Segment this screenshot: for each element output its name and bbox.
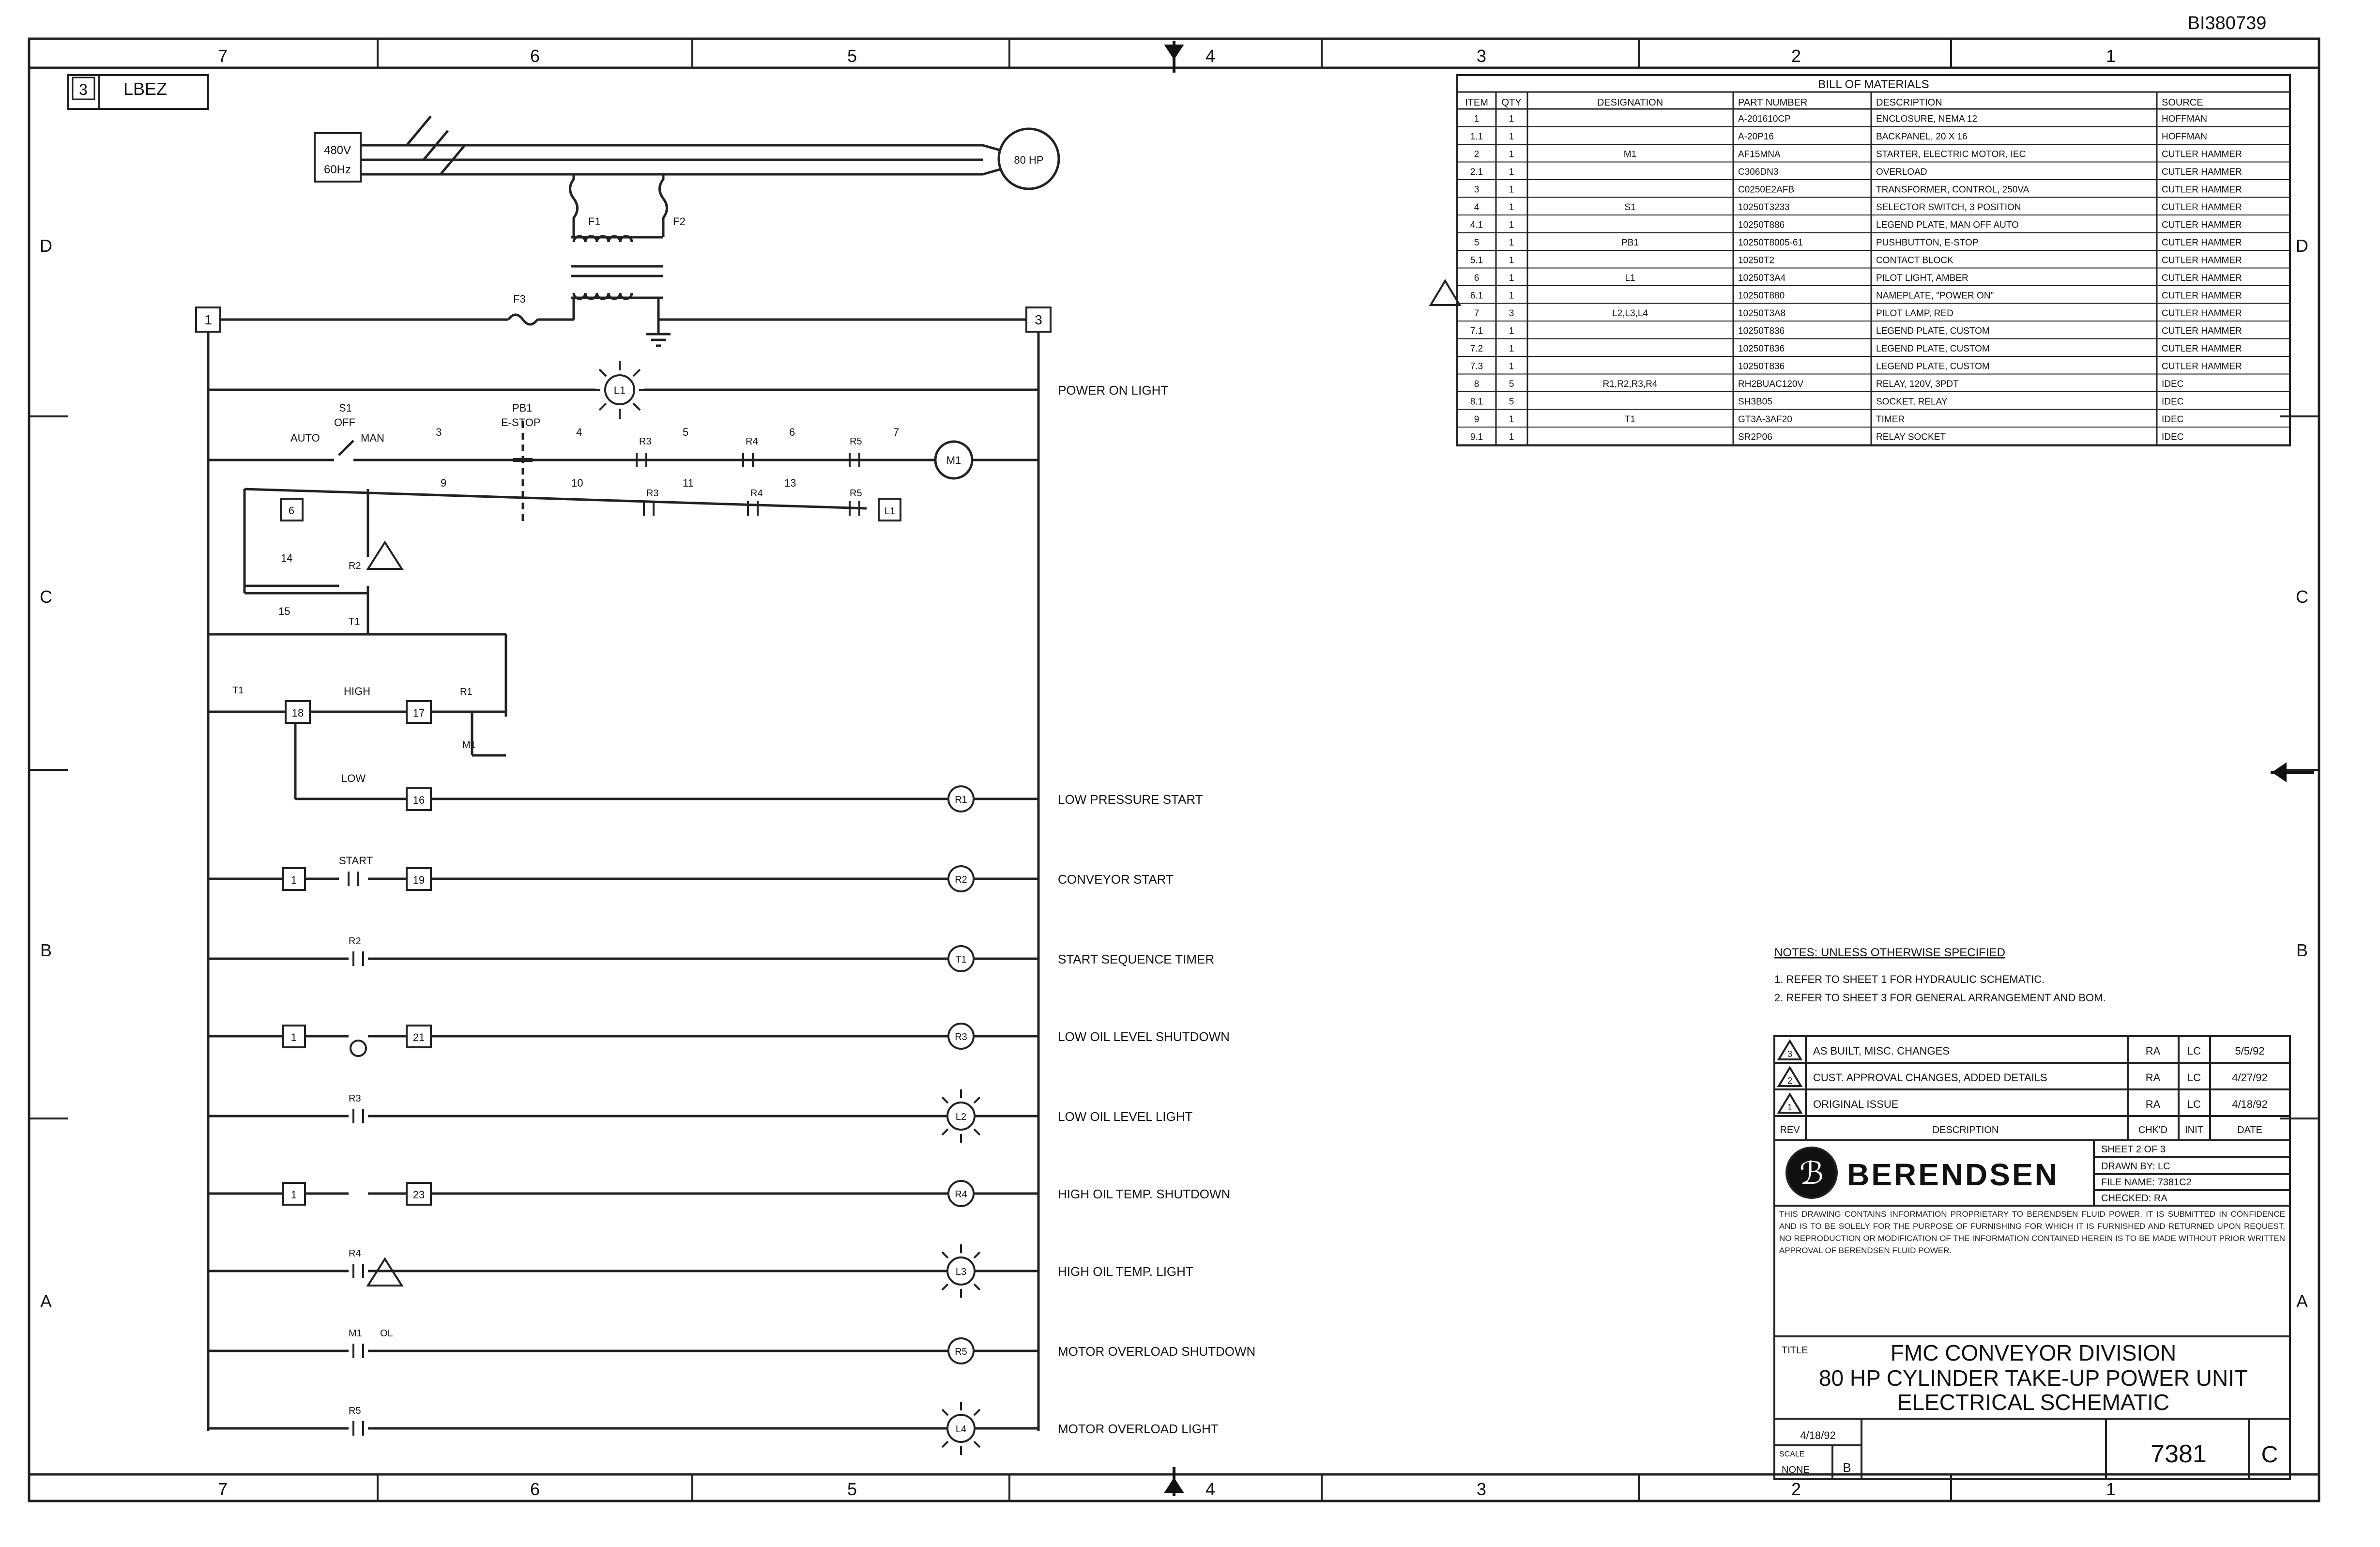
revision-description: AS BUILT, MISC. CHANGES (1813, 1045, 1950, 1057)
drawing-rev: C (2261, 1442, 2278, 1468)
node-label-left: 1 (204, 312, 212, 327)
bom-cell: 8.1 (1470, 397, 1483, 407)
zone-col-label: 7 (217, 1479, 228, 1499)
contact-label: R4 (750, 488, 763, 499)
revision-description: CUST. APPROVAL CHANGES, ADDED DETAILS (1813, 1072, 2047, 1084)
sheet-size: B (1843, 1460, 1851, 1475)
bom-cell: PILOT LIGHT, AMBER (1876, 273, 1968, 283)
terminal-box-19-label: 19 (412, 874, 425, 886)
bom-cell: LEGEND PLATE, CUSTOM (1876, 326, 1990, 337)
terminal-box-17-label: 17 (412, 707, 425, 719)
bom-cell: 1 (1509, 220, 1514, 230)
bom-cell: C0250E2AFB (1738, 184, 1795, 195)
coil-label: R5 (955, 1347, 967, 1357)
terminal-box-1b-label: 1 (290, 1031, 297, 1043)
bom-cell: 6.1 (1470, 291, 1483, 301)
revision-header: DESCRIPTION (1932, 1125, 1999, 1135)
bom-cell: PILOT LAMP, RED (1876, 308, 1953, 319)
bom-cell: 10250T886 (1738, 220, 1785, 230)
bom-cell: 9 (1474, 414, 1480, 425)
revision-rev: 3 (1787, 1049, 1793, 1059)
drawing-number: BI380739 (2187, 13, 2267, 33)
zone-col-label: 3 (1476, 1479, 1487, 1499)
fuse-label-f1: F1 (588, 215, 601, 228)
bom-cell: OVERLOAD (1876, 167, 1927, 177)
zone-row-label: D (2296, 236, 2308, 256)
zone-col-label: 1 (2105, 46, 2116, 66)
motor-coil-label: M1 (946, 454, 961, 466)
bom-cell: SELECTOR SWITCH, 3 POSITION (1876, 202, 2021, 213)
title-line: ELECTRICAL SCHEMATIC (1897, 1390, 2170, 1415)
file-name: FILE NAME: 7381C2 (2101, 1177, 2192, 1188)
wire-number: 9 (441, 477, 447, 489)
contact-label: R5 (850, 436, 862, 447)
bom-cell: CUTLER HAMMER (2162, 167, 2242, 177)
zone-col-label: 4 (1205, 1479, 1216, 1499)
bom-cell: CUTLER HAMMER (2162, 184, 2242, 195)
bom-cell: SR2P06 (1738, 432, 1772, 443)
drawn-by: DRAWN BY: LC (2101, 1161, 2170, 1172)
light-label: L4 (955, 1424, 967, 1435)
coil-label: R3 (955, 1032, 967, 1042)
bom-cell: L1 (1625, 273, 1635, 283)
pushbutton-label: E-STOP (501, 416, 541, 429)
bom-cell: 1 (1509, 132, 1514, 142)
bom-cell: 10250T3233 (1738, 202, 1790, 213)
bom-cell: LEGEND PLATE, MAN OFF AUTO (1876, 220, 2019, 230)
contact-label: R1 (460, 687, 473, 697)
bom-cell: 2 (1474, 149, 1480, 160)
bom-cell: PB1 (1621, 238, 1639, 248)
company-logo-mark: ℬ (1799, 1156, 1824, 1191)
bom-cell: GT3A-3AF20 (1738, 414, 1792, 425)
bom-cell: IDEC (2162, 414, 2184, 425)
revision-header: INIT (2185, 1125, 2203, 1135)
bom-cell: CUTLER HAMMER (2162, 361, 2242, 372)
bom-cell: S1 (1624, 202, 1636, 213)
bom-cell: SOCKET, RELAY (1876, 397, 1948, 407)
contact-label: R4 (349, 1248, 361, 1259)
bom-cell: 1 (1509, 255, 1514, 266)
revision-init: LC (2187, 1045, 2201, 1057)
bom-cell: CUTLER HAMMER (2162, 291, 2242, 301)
low-switch-label: LOW (341, 772, 366, 784)
zone-col-label: 5 (847, 46, 857, 66)
title-line: 80 HP CYLINDER TAKE-UP POWER UNIT (1818, 1365, 2248, 1391)
selector-man: MAN (361, 432, 384, 444)
bom-cell: 1 (1509, 291, 1514, 301)
rung-label-power-on: POWER ON LIGHT (1058, 383, 1169, 398)
bom-cell: 1 (1509, 361, 1514, 372)
contact-label: OL (380, 1328, 393, 1339)
rung-label: HIGH OIL TEMP. SHUTDOWN (1058, 1187, 1231, 1201)
bom-cell: CUTLER HAMMER (2162, 238, 2242, 248)
start-switch-label: START (339, 855, 373, 867)
contact-label: R3 (646, 488, 659, 499)
bom-cell: 6 (1474, 273, 1480, 283)
wire-number: 7 (893, 426, 900, 438)
terminal-box-1-label: 1 (290, 874, 297, 886)
bom-cell: 1 (1509, 273, 1514, 283)
revision-header: CHK'D (2138, 1125, 2168, 1135)
contact-label: R2 (349, 561, 361, 571)
bom-cell: 1 (1509, 149, 1514, 160)
bom-cell: 1 (1509, 238, 1514, 248)
bom-cell: M1 (1623, 149, 1637, 160)
zone-row-label: C (2296, 587, 2308, 607)
bom-title: BILL OF MATERIALS (1818, 78, 1929, 91)
bom-cell: STARTER, ELECTRIC MOTOR, IEC (1876, 149, 2026, 160)
wire-number: 5 (683, 426, 689, 438)
motor-label: 80 HP (1014, 154, 1044, 166)
contact-label: R3 (349, 1093, 361, 1104)
bom-cell: CUTLER HAMMER (2162, 220, 2242, 230)
bom-cell: 7.1 (1470, 326, 1483, 337)
bom-cell: CUTLER HAMMER (2162, 344, 2242, 354)
bom-cell: A-20P16 (1738, 132, 1774, 142)
contact-label: R4 (746, 436, 758, 447)
bom-cell: R1,R2,R3,R4 (1602, 379, 1658, 389)
bom-cell: 5 (1509, 379, 1514, 389)
bom-cell: 4.1 (1470, 220, 1483, 230)
wire-number: 10 (571, 477, 583, 489)
wire-number: 11 (683, 477, 694, 489)
contact-label: R3 (639, 436, 652, 447)
terminal-box-18-label: 18 (291, 707, 304, 719)
bom-cell: CUTLER HAMMER (2162, 308, 2242, 319)
revision-chkd: RA (2145, 1045, 2161, 1057)
bom-cell: 4 (1474, 202, 1480, 213)
wire-number: 3 (436, 426, 442, 438)
bom-cell: 5 (1474, 238, 1480, 248)
revision-header: DATE (2237, 1125, 2262, 1135)
bom-header: ITEM (1465, 97, 1488, 108)
bom-cell: PUSHBUTTON, E-STOP (1876, 238, 1979, 248)
bom-cell: 2.1 (1470, 167, 1483, 177)
revision-date: 5/5/92 (2235, 1045, 2265, 1057)
bom-cell: 10250T8005-61 (1738, 238, 1803, 248)
bom-cell: 1.1 (1470, 132, 1483, 142)
bom-cell: 1 (1509, 167, 1514, 177)
bom-cell: 1 (1509, 344, 1514, 354)
scale-value: NONE (1782, 1465, 1810, 1475)
zone-row-label: A (2296, 1291, 2308, 1311)
wire-number: 4 (576, 426, 582, 438)
zone-row-label: B (2296, 940, 2308, 960)
sheet-number: SHEET 2 OF 3 (2101, 1144, 2166, 1155)
fuse-label-f2: F2 (673, 215, 686, 228)
bom-header: DESCRIPTION (1876, 97, 1942, 108)
selector-name: S1 (339, 402, 352, 414)
corner-block-code: LBEZ (123, 79, 168, 99)
bom-cell: 7.2 (1470, 344, 1483, 354)
bom-cell: CONTACT BLOCK (1876, 255, 1953, 266)
note-line: 1. REFER TO SHEET 1 FOR HYDRAULIC SCHEMATIC. (1774, 973, 2045, 985)
contact-label: R5 (349, 1406, 361, 1416)
checked-by: CHECKED: RA (2101, 1193, 2167, 1204)
terminal-box-1c-label: 1 (290, 1189, 297, 1201)
coil-label: T1 (955, 954, 967, 965)
bom-cell: CUTLER HAMMER (2162, 255, 2242, 266)
bom-cell: AF15MNA (1738, 149, 1781, 160)
rung-label: LOW PRESSURE START (1058, 792, 1203, 807)
zone-row-label: B (40, 940, 52, 960)
bom-cell: 7 (1474, 308, 1480, 319)
rung-label: MOTOR OVERLOAD LIGHT (1058, 1422, 1219, 1436)
bom-cell: 7.3 (1470, 361, 1483, 372)
bom-cell: LEGEND PLATE, CUSTOM (1876, 344, 1990, 354)
bom-cell: 10250T3A4 (1738, 273, 1786, 283)
revision-rev: 1 (1787, 1103, 1793, 1112)
bom-cell: 10250T2 (1738, 255, 1775, 266)
contact-label: M1 (349, 1328, 362, 1339)
bom-cell: C306DN3 (1738, 167, 1779, 177)
bom-cell: RELAY, 120V, 3PDT (1876, 379, 1959, 389)
revision-rev: 2 (1787, 1076, 1793, 1086)
bom-cell: HOFFMAN (2162, 132, 2207, 142)
bom-cell: CUTLER HAMMER (2162, 326, 2242, 337)
zone-col-label: 2 (1791, 46, 1801, 66)
notes-heading: NOTES: UNLESS OTHERWISE SPECIFIED (1774, 946, 2005, 959)
zone-col-label: 6 (530, 46, 540, 66)
issue-date: 4/18/92 (1800, 1429, 1836, 1441)
zone-col-label: 6 (530, 1479, 540, 1499)
contact-label: M1 (462, 740, 476, 751)
zone-row-label: D (40, 236, 52, 256)
pilot-light-l1-label: L1 (613, 384, 626, 397)
bom-cell: 9.1 (1470, 432, 1483, 443)
bom-cell: 3 (1474, 184, 1480, 195)
wire-number: 13 (784, 477, 796, 489)
bom-cell: 10250T836 (1738, 344, 1785, 354)
bom-cell: L2,L3,L4 (1612, 308, 1648, 319)
wire-number: 14 (281, 552, 293, 564)
bom-cell: TIMER (1876, 414, 1905, 425)
revision-chkd: RA (2145, 1098, 2161, 1110)
revision-header: REV (1780, 1125, 1800, 1135)
revision-date: 4/27/92 (2232, 1072, 2268, 1084)
title-label: TITLE (1782, 1345, 1808, 1356)
bom-cell: 1 (1509, 326, 1514, 337)
revision-date: 4/18/92 (2232, 1098, 2268, 1110)
bom-cell: 10250T836 (1738, 361, 1785, 372)
light-label: L3 (955, 1267, 967, 1277)
corner-block-index: 3 (79, 81, 88, 98)
bom-cell: CUTLER HAMMER (2162, 273, 2242, 283)
coil-label: R4 (955, 1189, 967, 1200)
bom-cell: RELAY SOCKET (1876, 432, 1946, 443)
bom-cell: LEGEND PLATE, CUSTOM (1876, 361, 1990, 372)
terminal-box-23-label: 23 (412, 1189, 425, 1201)
terminal-box-21-label: 21 (412, 1031, 425, 1043)
bom-header: QTY (1501, 97, 1522, 108)
supply-frequency-label: 60Hz (323, 163, 351, 176)
coil-label: R2 (955, 874, 967, 885)
scale-label: SCALE (1779, 1450, 1805, 1458)
rung-label: HIGH OIL TEMP. LIGHT (1058, 1264, 1193, 1279)
company-name: BERENDSEN (1847, 1157, 2059, 1192)
bom-cell: A-201610CP (1738, 114, 1791, 124)
title-line: FMC CONVEYOR DIVISION (1890, 1340, 2177, 1365)
bom-header: SOURCE (2162, 97, 2203, 108)
zone-col-label: 7 (217, 46, 228, 66)
bom-cell: IDEC (2162, 432, 2184, 443)
contact-label: T1 (232, 685, 244, 696)
bom-cell: 8 (1474, 379, 1480, 389)
selector-off: OFF (334, 416, 355, 429)
bom-cell: 5 (1509, 397, 1514, 407)
terminal-box-16-label: 16 (412, 794, 425, 806)
bom-cell: ENCLOSURE, NEMA 12 (1876, 114, 1978, 124)
bom-cell: NAMEPLATE, "POWER ON" (1876, 291, 1994, 301)
bom-cell: T1 (1624, 414, 1636, 425)
bom-cell: 10250T3A8 (1738, 308, 1786, 319)
bom-cell: RH2BUAC120V (1738, 379, 1804, 389)
bom-cell: 5.1 (1470, 255, 1483, 266)
drawing-no: 7381 (2151, 1440, 2207, 1468)
bom-cell: 1 (1474, 114, 1480, 124)
rung-label: LOW OIL LEVEL SHUTDOWN (1058, 1029, 1230, 1044)
zone-row-label: A (40, 1291, 52, 1311)
zone-col-label: 5 (847, 1479, 857, 1499)
bom-cell: 10250T836 (1738, 326, 1785, 337)
zone-col-label: 1 (2105, 1479, 2116, 1499)
node-label-right: 3 (1035, 312, 1042, 327)
wire-number: 15 (278, 605, 290, 617)
high-switch-label: HIGH (344, 685, 370, 697)
note-line: 2. REFER TO SHEET 3 FOR GENERAL ARRANGEMENT AND BOM. (1774, 992, 2106, 1004)
supply-voltage-label: 480V (323, 144, 351, 157)
bom-cell: TRANSFORMER, CONTROL, 250VA (1876, 184, 2029, 195)
bom-cell: HOFFMAN (2162, 114, 2207, 124)
bom-cell: 1 (1509, 114, 1514, 124)
contact-label: R2 (349, 936, 361, 947)
bom-cell: CUTLER HAMMER (2162, 202, 2242, 213)
bom-cell: BACKPANEL, 20 X 16 (1876, 132, 1968, 142)
revision-init: LC (2187, 1098, 2201, 1110)
bom-cell: IDEC (2162, 379, 2184, 389)
revision-init: LC (2187, 1072, 2201, 1084)
proprietary-notice: THIS DRAWING CONTAINS INFORMATION PROPRIETARY TO BERENDSEN FLUID POWER. IT IS SUBMITTED IN CONFIDENCE AND IS TO BE SOLELY FOR THE PURPOSE OF FURNISHING FOR WHICH IT IS FURNISHED AND RETURNED UPON REQUEST. NO REPRODUCTION OR MODIFICATION OF THE INFORMATION CONTAINED HEREIN IS TO BE MADE WITHOUT PRIOR WRITTEN APPROVAL OF BERENDSEN FLUID POWER. (1779, 1210, 2285, 1255)
bom-cell: 1 (1509, 432, 1514, 443)
fuse-label-f3: F3 (513, 293, 526, 305)
zone-row-label: C (40, 587, 52, 607)
selector-auto: AUTO (290, 432, 320, 444)
revision-chkd: RA (2145, 1072, 2161, 1084)
terminal-box-l1-label: L1 (884, 506, 896, 517)
bom-header: PART NUMBER (1738, 97, 1808, 108)
zone-col-label: 2 (1791, 1479, 1801, 1499)
bom-cell: 3 (1509, 308, 1514, 319)
bom-cell: SH3B05 (1738, 397, 1772, 407)
rung-label: LOW OIL LEVEL LIGHT (1058, 1109, 1193, 1124)
contact-label: T1 (349, 616, 360, 627)
zone-col-label: 3 (1476, 46, 1487, 66)
bom-cell: 1 (1509, 414, 1514, 425)
contact-label: R5 (850, 488, 862, 499)
zone-col-label: 4 (1205, 46, 1216, 66)
bom-cell: 1 (1509, 184, 1514, 195)
light-label: L2 (955, 1112, 967, 1122)
bom-cell: 10250T880 (1738, 291, 1785, 301)
pushbutton-name: PB1 (512, 402, 533, 414)
rung-label: START SEQUENCE TIMER (1058, 952, 1215, 966)
revision-description: ORIGINAL ISSUE (1813, 1098, 1899, 1110)
bom-cell: IDEC (2162, 397, 2184, 407)
terminal-box-6-label: 6 (288, 505, 295, 517)
bom-cell: 1 (1509, 202, 1514, 213)
bom-header: DESIGNATION (1597, 97, 1663, 108)
rung-label: MOTOR OVERLOAD SHUTDOWN (1058, 1344, 1256, 1359)
coil-label: R1 (955, 795, 967, 805)
rung-label: CONVEYOR START (1058, 872, 1174, 887)
wire-number: 6 (789, 426, 795, 438)
bom-cell: CUTLER HAMMER (2162, 149, 2242, 160)
